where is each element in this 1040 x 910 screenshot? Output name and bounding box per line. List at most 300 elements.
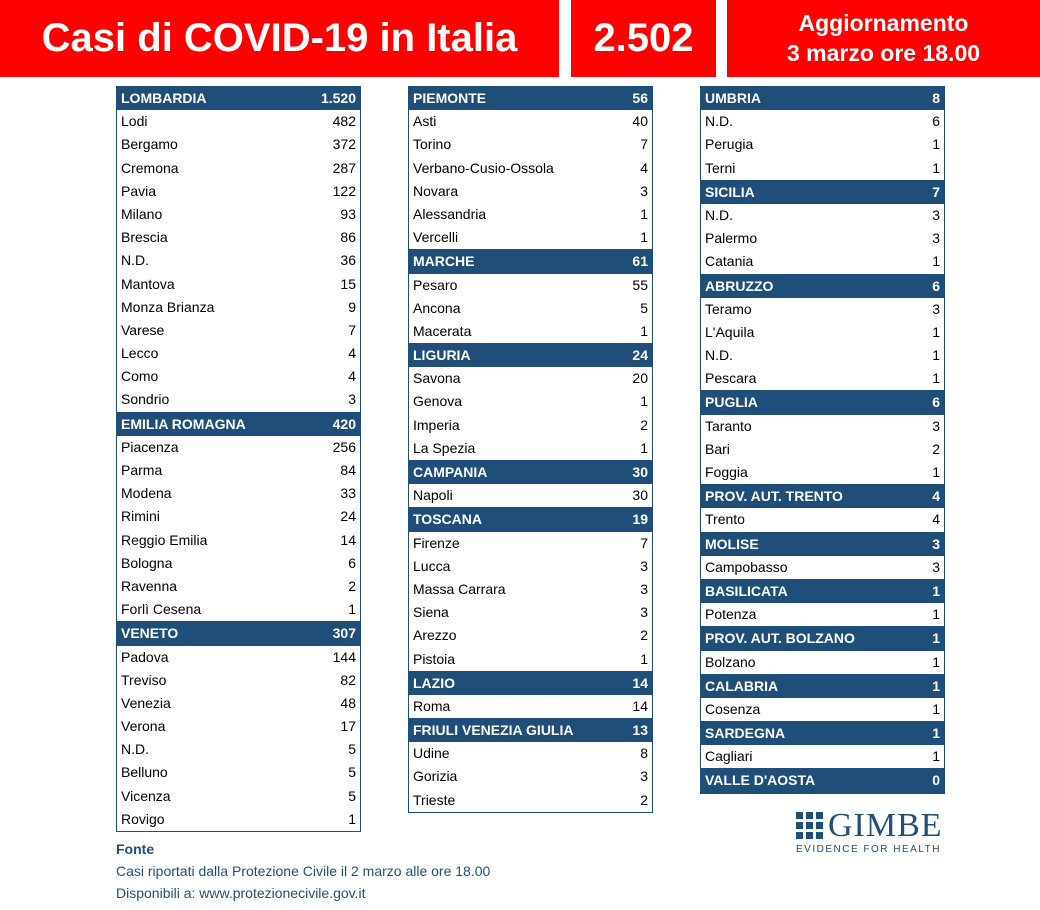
province-cases: 86	[340, 229, 356, 246]
source-line: Casi riportati dalla Protezione Civile il 2 marzo alle ore 18.00	[116, 863, 491, 879]
province-cases: 1	[932, 464, 940, 480]
region-header	[117, 87, 360, 110]
region-name: EMILIA ROMAGNA	[121, 415, 246, 432]
province-row	[117, 505, 360, 528]
province-name: N.D.	[121, 252, 149, 269]
region-name: PUGLIA	[705, 394, 758, 411]
province-cases: 1	[348, 601, 356, 618]
province-cases: 3	[932, 558, 940, 575]
province-row	[409, 695, 652, 718]
region-total: 3	[932, 535, 940, 552]
column-1	[116, 86, 361, 832]
province-cases: 3	[932, 206, 940, 223]
province-row	[117, 296, 360, 319]
region-name: VALLE D'AOSTA	[705, 772, 816, 789]
province-row	[117, 157, 360, 180]
province-name: Teramo	[705, 300, 752, 317]
region-table	[408, 508, 653, 671]
province-cases: 3	[640, 182, 648, 199]
province-row	[701, 204, 944, 227]
province-row	[409, 648, 652, 671]
province-row	[409, 390, 652, 413]
region-header	[117, 413, 360, 436]
province-cases: 3	[640, 557, 648, 574]
province-name: Piacenza	[121, 438, 179, 455]
province-name: Rovigo	[121, 810, 165, 827]
region-name: LOMBARDIA	[121, 90, 207, 106]
province-row	[117, 388, 360, 411]
province-name: Savona	[413, 370, 461, 387]
province-cases: 1	[932, 136, 940, 153]
province-row	[409, 274, 652, 297]
province-name: Como	[121, 368, 159, 385]
province-name: Venezia	[121, 694, 171, 711]
province-name: N.D.	[705, 113, 733, 130]
update-label: Aggiornamento	[798, 10, 969, 36]
province-row	[701, 651, 944, 674]
province-cases: 3	[640, 580, 648, 597]
province-row	[117, 203, 360, 226]
province-name: Novara	[413, 182, 459, 199]
province-name: Potenza	[705, 606, 757, 623]
province-name: Catania	[705, 253, 754, 270]
province-row	[117, 226, 360, 249]
province-row	[701, 461, 944, 484]
column-2	[408, 86, 653, 813]
province-row	[117, 575, 360, 598]
province-name: Forlì Cesena	[121, 601, 202, 618]
province-row	[117, 249, 360, 272]
province-cases: 36	[340, 252, 356, 269]
province-name: Roma	[413, 697, 451, 714]
province-name: Verbano-Cusio-Ossola	[413, 159, 554, 176]
province-name: Campobasso	[705, 558, 788, 575]
region-name: SARDEGNA	[705, 725, 786, 742]
province-name: La Spezia	[413, 439, 476, 456]
province-cases: 1	[932, 653, 940, 670]
province-cases: 55	[632, 276, 648, 293]
province-name: Macerata	[413, 322, 472, 339]
region-table	[408, 250, 653, 344]
province-row	[701, 344, 944, 367]
province-row	[701, 745, 944, 768]
province-name: Cagliari	[705, 748, 753, 765]
region-header	[409, 461, 652, 484]
region-header	[409, 719, 652, 742]
province-name: Palermo	[705, 230, 758, 247]
province-row	[409, 765, 652, 788]
province-cases: 482	[332, 113, 356, 130]
province-cases: 1	[640, 393, 648, 410]
province-cases: 33	[340, 485, 356, 502]
province-name: Pesaro	[413, 276, 458, 293]
region-table	[700, 86, 945, 181]
province-name: Alessandria	[413, 205, 487, 222]
region-name: PIEMONTE	[413, 90, 487, 106]
province-name: Asti	[413, 113, 437, 130]
region-total: 1	[932, 677, 940, 694]
province-row	[701, 367, 944, 390]
update-info	[727, 0, 1040, 77]
region-total: 0	[932, 772, 940, 789]
province-cases: 1	[348, 810, 356, 827]
province-cases: 3	[932, 417, 940, 434]
province-cases: 4	[348, 345, 356, 362]
province-name: Vercelli	[413, 229, 459, 246]
province-cases: 30	[632, 487, 648, 504]
province-row	[701, 250, 944, 273]
region-total: 7	[932, 183, 940, 200]
region-table	[700, 675, 945, 722]
grid-logo-icon	[796, 812, 823, 839]
region-header	[409, 87, 652, 110]
province-name: Mantova	[121, 275, 175, 292]
region-name: LAZIO	[413, 674, 455, 691]
region-name: BASILICATA	[705, 582, 788, 599]
province-row	[117, 669, 360, 692]
province-name: Foggia	[705, 464, 748, 480]
province-row	[409, 578, 652, 601]
province-row	[117, 529, 360, 552]
region-name: SICILIA	[705, 183, 755, 200]
region-name: ABRUZZO	[705, 277, 774, 294]
region-total: 8	[932, 90, 940, 106]
region-total: 307	[332, 625, 356, 642]
province-row	[117, 342, 360, 365]
region-name: TOSCANA	[413, 511, 482, 528]
update-date: 3 marzo ore 18.00	[786, 40, 981, 66]
province-row	[409, 226, 652, 249]
province-row	[117, 365, 360, 388]
province-name: Pistoia	[413, 650, 456, 667]
column-3	[700, 86, 945, 794]
region-table	[408, 672, 653, 719]
province-cases: 2	[348, 577, 356, 594]
province-row	[409, 133, 652, 156]
total-cases: 2.502	[571, 0, 716, 77]
province-name: Reggio Emilia	[121, 531, 208, 548]
region-table	[700, 722, 945, 769]
logo-name: GIMBE	[828, 807, 943, 844]
region-table	[408, 344, 653, 461]
province-cases: 5	[640, 299, 648, 316]
province-cases: 20	[632, 370, 648, 387]
province-name: Brescia	[121, 229, 168, 246]
region-table	[116, 622, 361, 832]
province-cases: 48	[340, 694, 356, 711]
province-name: Pescara	[705, 370, 757, 387]
region-total: 30	[632, 464, 648, 480]
region-total: 1	[932, 582, 940, 599]
province-cases: 1	[932, 323, 940, 340]
province-cases: 1	[932, 606, 940, 623]
province-cases: 144	[332, 648, 356, 665]
province-name: Arezzo	[413, 627, 457, 644]
province-row	[117, 319, 360, 342]
region-table	[700, 485, 945, 532]
province-name: Trento	[705, 511, 745, 528]
region-header	[409, 672, 652, 695]
page-title: Casi di COVID-19 in Italia	[0, 0, 559, 77]
province-row	[701, 508, 944, 531]
province-row	[409, 414, 652, 437]
region-name: VENETO	[121, 625, 179, 642]
province-cases: 17	[340, 718, 356, 735]
province-name: Gorizia	[413, 768, 458, 785]
province-cases: 287	[332, 159, 356, 176]
region-header	[701, 627, 944, 650]
region-header	[701, 675, 944, 698]
province-name: Parma	[121, 462, 163, 478]
province-name: Udine	[413, 745, 450, 762]
province-name: Massa Carrara	[413, 580, 506, 597]
region-table	[700, 181, 945, 275]
province-cases: 1	[932, 370, 940, 387]
province-row	[409, 297, 652, 320]
province-name: Trieste	[413, 791, 456, 808]
province-cases: 4	[348, 368, 356, 385]
province-row	[409, 532, 652, 555]
region-header	[701, 533, 944, 556]
province-row	[117, 436, 360, 459]
province-name: Firenze	[413, 534, 460, 551]
province-row	[117, 715, 360, 738]
province-cases: 7	[640, 534, 648, 551]
province-cases: 84	[340, 462, 356, 478]
province-row	[701, 157, 944, 180]
province-cases: 3	[932, 230, 940, 247]
province-name: Varese	[121, 321, 165, 338]
province-cases: 5	[348, 787, 356, 804]
province-name: Belluno	[121, 764, 168, 781]
source-title: Fonte	[116, 841, 155, 857]
province-name: Terni	[705, 159, 736, 176]
province-row	[701, 415, 944, 438]
province-row	[117, 598, 360, 621]
region-table	[116, 86, 361, 413]
region-header	[701, 769, 944, 792]
region-header	[701, 87, 944, 110]
province-cases: 6	[348, 554, 356, 571]
province-name: Lucca	[413, 557, 451, 574]
region-name: CAMPANIA	[413, 464, 488, 480]
province-cases: 93	[340, 205, 356, 222]
province-cases: 14	[632, 697, 648, 714]
province-cases: 82	[340, 671, 356, 688]
province-row	[409, 110, 652, 133]
province-cases: 1	[932, 347, 940, 364]
region-header	[117, 622, 360, 645]
province-cases: 2	[932, 440, 940, 457]
province-cases: 24	[340, 508, 356, 525]
region-header	[701, 485, 944, 508]
province-row	[409, 601, 652, 624]
gimbe-logo	[796, 806, 941, 856]
province-cases: 256	[332, 438, 356, 455]
province-row	[117, 133, 360, 156]
region-total: 6	[932, 394, 940, 411]
province-name: Ravenna	[121, 577, 178, 594]
region-table	[700, 580, 945, 627]
province-name: Torino	[413, 136, 452, 153]
region-header	[701, 181, 944, 204]
province-name: Lecco	[121, 345, 159, 362]
region-total: 56	[632, 90, 648, 106]
region-name: CALABRIA	[705, 677, 779, 694]
region-name: PROV. AUT. TRENTO	[705, 488, 843, 505]
region-table	[116, 413, 361, 623]
region-table	[700, 391, 945, 485]
region-total: 24	[632, 347, 648, 364]
province-name: Cosenza	[705, 700, 761, 717]
province-row	[117, 482, 360, 505]
province-row	[117, 738, 360, 761]
region-total: 4	[932, 488, 940, 505]
province-row	[409, 157, 652, 180]
region-total: 1	[932, 725, 940, 742]
province-row	[701, 133, 944, 156]
province-name: Cremona	[121, 159, 179, 176]
region-total: 61	[632, 253, 648, 270]
region-table	[700, 275, 945, 392]
province-name: Treviso	[121, 671, 167, 688]
province-cases: 1	[640, 229, 648, 246]
source-url-line: Disponibili a: www.protezionecivile.gov.it	[116, 885, 366, 901]
province-row	[701, 227, 944, 250]
region-table	[700, 627, 945, 674]
province-name: Napoli	[413, 487, 453, 504]
province-row	[409, 203, 652, 226]
region-name: UMBRIA	[705, 90, 761, 106]
province-row	[701, 603, 944, 626]
region-table	[408, 719, 653, 813]
province-row	[701, 698, 944, 721]
province-cases: 2	[640, 416, 648, 433]
province-row	[701, 556, 944, 579]
province-row	[117, 808, 360, 831]
province-cases: 1	[640, 322, 648, 339]
province-cases: 4	[932, 511, 940, 528]
province-name: Milano	[121, 205, 163, 222]
province-name: Padova	[121, 648, 169, 665]
province-name: Monza Brianza	[121, 298, 215, 315]
province-cases: 7	[348, 321, 356, 338]
province-cases: 7	[640, 136, 648, 153]
province-row	[117, 646, 360, 669]
source-footer	[116, 838, 490, 904]
region-name: MARCHE	[413, 253, 475, 270]
region-header	[701, 275, 944, 298]
province-name: Vicenza	[121, 787, 171, 804]
province-name: Ancona	[413, 299, 461, 316]
province-row	[701, 438, 944, 461]
province-name: Bolzano	[705, 653, 756, 670]
province-name: Taranto	[705, 417, 752, 434]
region-total: 19	[632, 511, 648, 528]
province-row	[409, 624, 652, 647]
region-total: 1.520	[320, 90, 356, 106]
region-total: 14	[632, 674, 648, 691]
province-cases: 9	[348, 298, 356, 315]
province-row	[409, 437, 652, 460]
province-cases: 6	[932, 113, 940, 130]
province-name: L'Aquila	[705, 323, 755, 340]
region-header	[701, 391, 944, 414]
province-name: Genova	[413, 393, 463, 410]
province-cases: 1	[932, 159, 940, 176]
region-name: FRIULI VENEZIA GIULIA	[413, 722, 574, 739]
province-name: N.D.	[705, 206, 733, 223]
province-row	[409, 180, 652, 203]
province-row	[117, 761, 360, 784]
province-name: Perugia	[705, 136, 754, 153]
province-name: N.D.	[705, 347, 733, 364]
province-row	[409, 484, 652, 507]
province-name: Verona	[121, 718, 166, 735]
province-cases: 5	[348, 741, 356, 758]
province-name: Siena	[413, 604, 449, 621]
province-cases: 3	[640, 604, 648, 621]
province-row	[701, 321, 944, 344]
province-cases: 1	[932, 253, 940, 270]
province-cases: 122	[332, 182, 356, 199]
province-row	[409, 555, 652, 578]
province-row	[117, 110, 360, 133]
province-cases: 1	[932, 700, 940, 717]
province-row	[117, 552, 360, 575]
province-name: N.D.	[121, 741, 149, 758]
region-header	[701, 722, 944, 745]
province-cases: 40	[632, 113, 648, 130]
region-total: 1	[932, 630, 940, 647]
region-table	[408, 86, 653, 250]
province-row	[409, 742, 652, 765]
province-cases: 2	[640, 627, 648, 644]
province-row	[701, 110, 944, 133]
region-table	[408, 461, 653, 508]
province-name: Rimini	[121, 508, 160, 525]
province-name: Pavia	[121, 182, 157, 199]
province-row	[117, 459, 360, 482]
region-name: LIGURIA	[413, 347, 471, 364]
province-row	[117, 273, 360, 296]
province-cases: 5	[348, 764, 356, 781]
region-table	[700, 769, 945, 793]
region-table	[700, 533, 945, 580]
province-name: Bari	[705, 440, 730, 457]
province-name: Sondrio	[121, 391, 170, 408]
province-cases: 4	[640, 159, 648, 176]
province-name: Bologna	[121, 554, 173, 571]
province-row	[701, 298, 944, 321]
province-row	[409, 367, 652, 390]
province-cases: 1	[640, 205, 648, 222]
province-cases: 372	[332, 136, 356, 153]
province-cases: 1	[640, 439, 648, 456]
province-cases: 14	[340, 531, 356, 548]
province-cases: 3	[932, 300, 940, 317]
region-header	[409, 250, 652, 273]
province-name: Imperia	[413, 416, 460, 433]
region-total: 420	[332, 415, 356, 432]
province-cases: 15	[340, 275, 356, 292]
province-name: Modena	[121, 485, 172, 502]
logo-tagline: EVIDENCE FOR HEALTH	[796, 844, 941, 855]
province-cases: 8	[640, 745, 648, 762]
region-total: 6	[932, 277, 940, 294]
region-header	[409, 508, 652, 531]
region-header	[409, 344, 652, 367]
